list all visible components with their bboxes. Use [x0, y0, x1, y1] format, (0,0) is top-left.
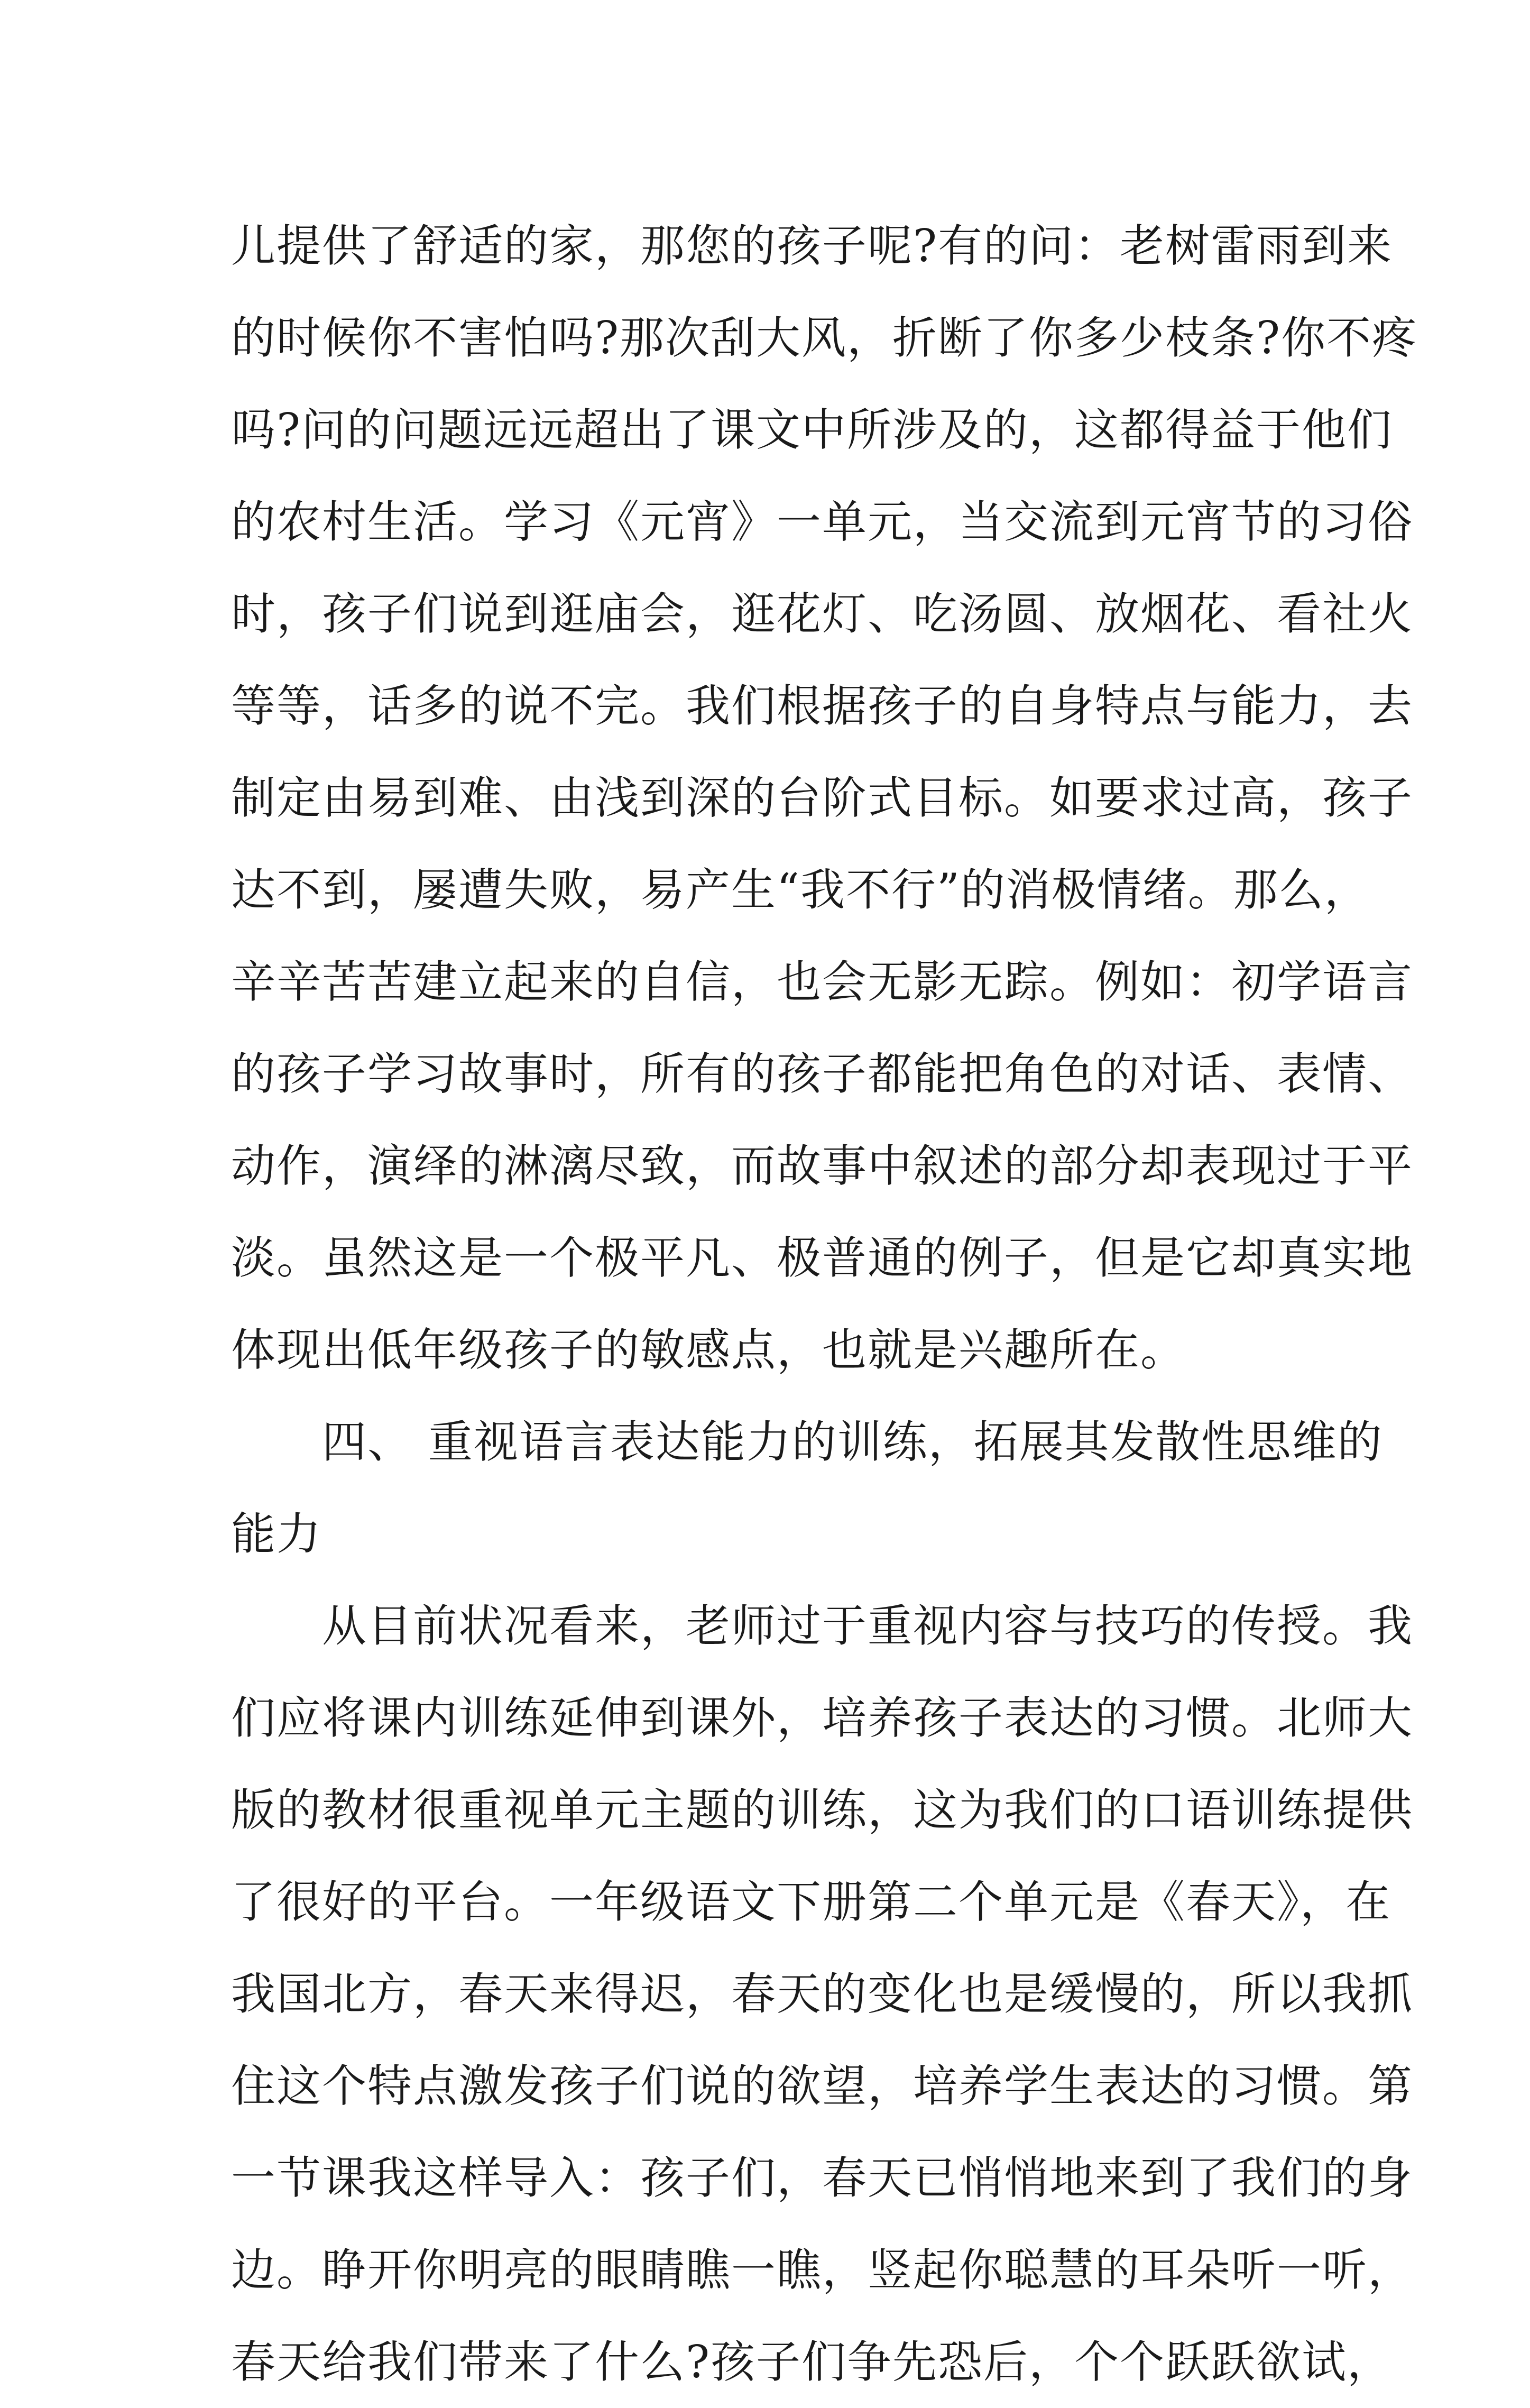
text-line: 的时候你不害怕吗?那次刮大风，折断了你多少枝条?你不疼: [231, 312, 1418, 364]
text-line: 辛辛苦苦建立起来的自信，也会无影无踪。例如：初学语言: [231, 956, 1414, 1008]
text-line: 我国北方，春天来得迟，春天的变化也是缓慢的，所以我抓: [231, 1968, 1414, 2020]
text-line: 体现出低年级孩子的敏感点，也就是兴趣所在。: [231, 1324, 1186, 1376]
text-line: 了很好的平台。一年级语文下册第二个单元是《春天》，在: [231, 1876, 1391, 1928]
text-line: 的孩子学习故事时，所有的孩子都能把角色的对话、表情、: [231, 1048, 1414, 1100]
text-line: 等等，话多的说不完。我们根据孩子的自身特点与能力，去: [231, 680, 1414, 732]
text-line: 边。睁开你明亮的眼睛瞧一瞧，竖起你聪慧的耳朵听一听，: [231, 2244, 1414, 2296]
text-line: 吗?问的问题远远超出了课文中所涉及的，这都得益于他们: [231, 404, 1393, 456]
text-line: 时，孩子们说到逛庙会，逛花灯、吃汤圆、放烟花、看社火: [231, 588, 1414, 640]
text-line: 从目前状况看来，老师过于重视内容与技巧的传授。我: [231, 1600, 1414, 1652]
text-line: 淡。虽然这是一个极平凡、极普通的例子，但是它却真实地: [231, 1232, 1414, 1284]
text-line: 儿提供了舒适的家，那您的孩子呢?有的问：老树雷雨到来: [231, 220, 1393, 272]
text-line: 们应将课内训练延伸到课外，培养孩子表达的习惯。北师大: [231, 1692, 1414, 1744]
text-line: 版的教材很重视单元主题的训练，这为我们的口语训练提供: [231, 1784, 1414, 1836]
section-heading-line: 能力: [231, 1508, 322, 1560]
text-line: 动作，演绎的淋漓尽致，而故事中叙述的部分却表现过于平: [231, 1140, 1414, 1192]
section-heading-line: 四、 重视语言表达能力的训练，拓展其发散性思维的: [231, 1416, 1383, 1468]
text-line: 春天给我们带来了什么?孩子们争先恐后，个个跃跃欲试，: [231, 2336, 1393, 2388]
text-line: 达不到，屡遭失败，易产生“我不行”的消极情绪。那么，: [231, 864, 1370, 916]
text-line: 的农村生活。学习《元宵》一单元，当交流到元宵节的习俗: [231, 496, 1414, 548]
text-line: 制定由易到难、由浅到深的台阶式目标。如要求过高，孩子: [231, 772, 1414, 824]
text-line: 住这个特点激发孩子们说的欲望，培养学生表达的习惯。第: [231, 2060, 1414, 2112]
body-text: [231, 200, 1418, 2408]
text-line: 一节课我这样导入：孩子们，春天已悄悄地来到了我们的身: [231, 2152, 1414, 2204]
